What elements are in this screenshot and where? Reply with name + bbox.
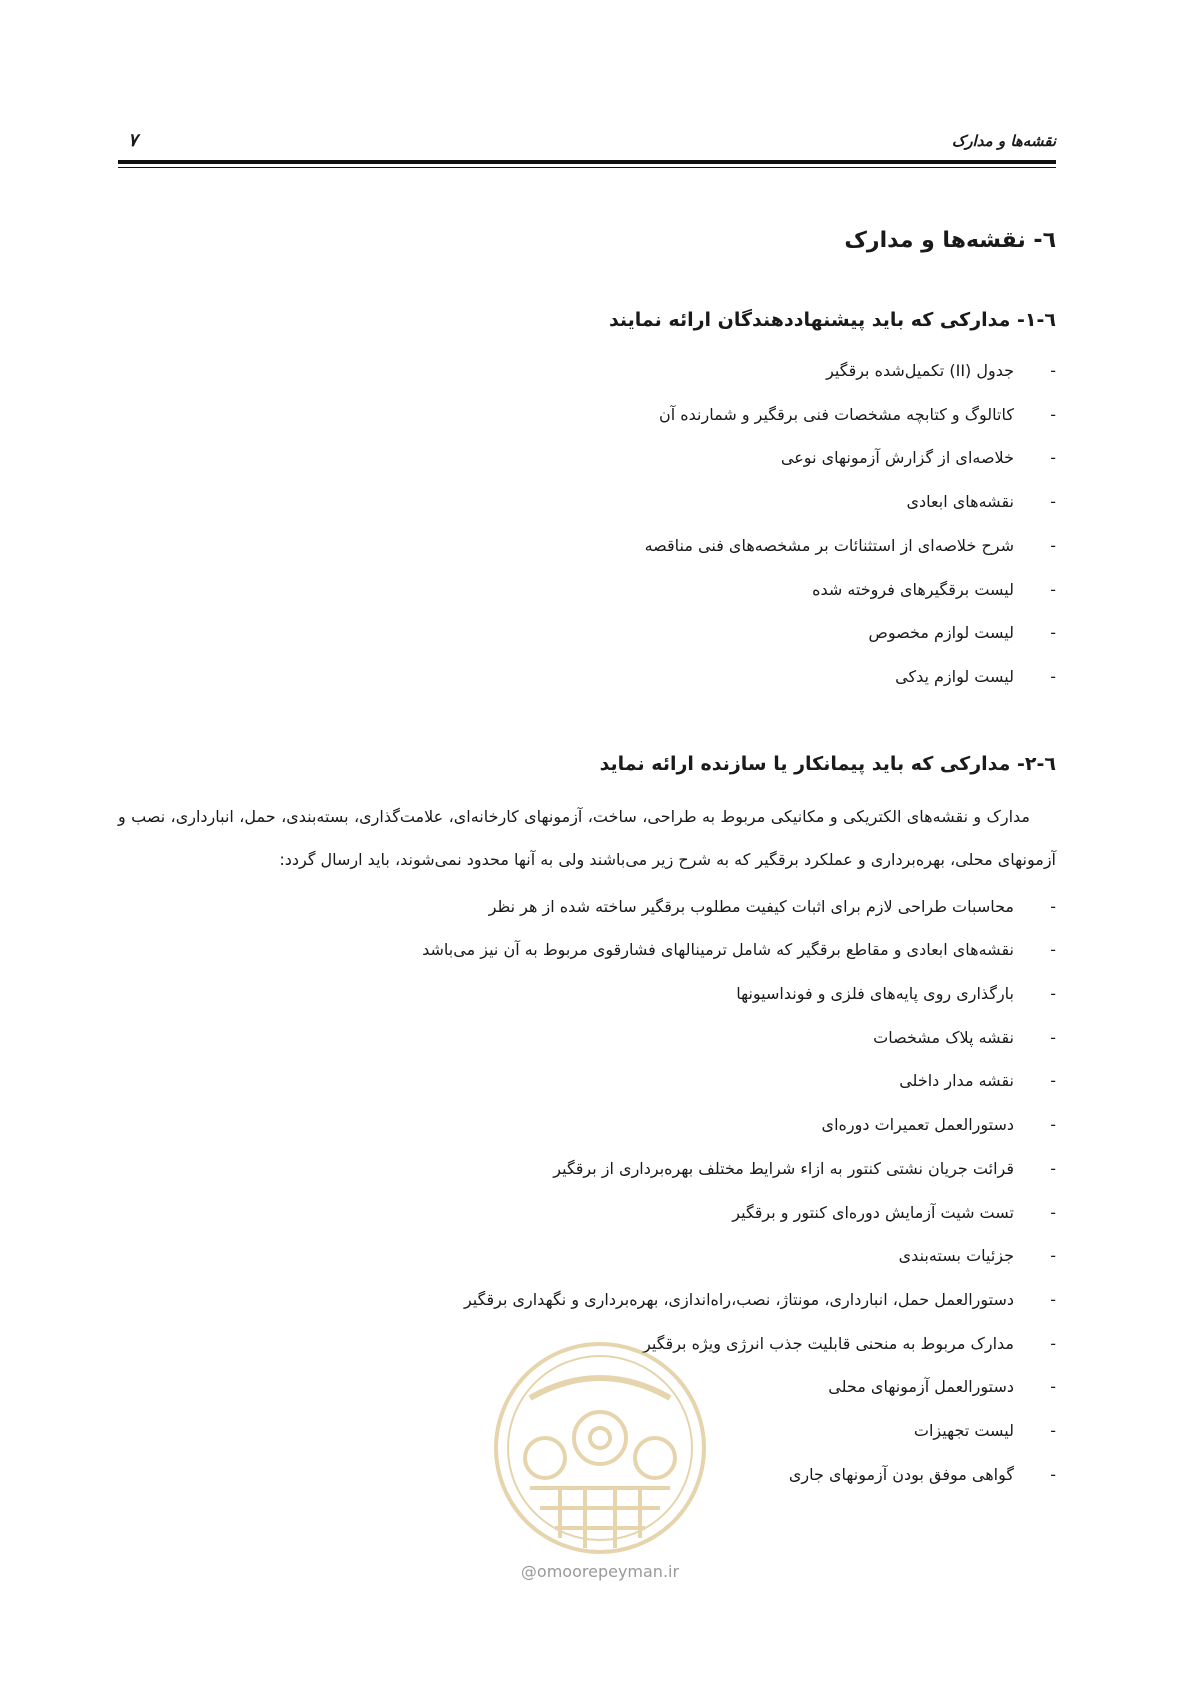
list-item-text: دستورالعمل آزمونهای محلی <box>828 1377 1014 1397</box>
section-title: ٦- نقشه‌ها و مدارک <box>844 228 1056 253</box>
list-dash: - <box>1050 940 1056 960</box>
list-item-text: نقشه مدار داخلی <box>899 1071 1014 1091</box>
list-item-text: جزئیات بسته‌بندی <box>898 1246 1014 1266</box>
list-dash: - <box>1050 492 1056 512</box>
list-dash: - <box>1050 579 1056 599</box>
list-item-text: لیست تجهیزات <box>913 1421 1014 1441</box>
list-item <box>118 1191 1056 1235</box>
list-dash: - <box>1050 984 1056 1004</box>
list-dash: - <box>1050 623 1056 643</box>
list-item-text: شرح خلاصه‌ای از استثنائات بر مشخصه‌های فنی مناقصه <box>644 535 1014 555</box>
list-dash: - <box>1050 404 1056 424</box>
list-dash: - <box>1050 448 1056 468</box>
list-item <box>118 393 1056 437</box>
list-item-text: دستورالعمل حمل، انبارداری، مونتاژ، نصب،راه‌اندازی، بهره‌برداری و نگهداری برقگیر <box>463 1289 1014 1309</box>
list-item <box>118 524 1056 568</box>
list-dash: - <box>1050 1158 1056 1178</box>
list-item <box>118 1278 1056 1322</box>
list-item <box>118 349 1056 393</box>
list-item <box>118 1234 1056 1278</box>
subsection-1-title: ٦-١- مدارکی که باید پیشنهاددهندگان ارائه نمایند <box>608 309 1056 331</box>
list-item-text: جدول (II) تکمیل‌شده برقگیر <box>826 361 1014 380</box>
list-dash: - <box>1050 1421 1056 1441</box>
list-item <box>118 611 1056 655</box>
list-item <box>118 655 1056 699</box>
list-item <box>118 436 1056 480</box>
page-header <box>118 128 1056 158</box>
list-item <box>118 1016 1056 1060</box>
list-item-text: قرائت جریان نشتی کنتور به ازاء شرایط مختلف بهره‌برداری از برقگیر <box>553 1158 1014 1178</box>
list-dash: - <box>1050 535 1056 555</box>
page-number: ۷ <box>128 130 138 151</box>
header-rule-thick <box>118 160 1056 164</box>
list-dash: - <box>1050 1289 1056 1309</box>
list-dash: - <box>1050 1202 1056 1222</box>
list-item-text: کاتالوگ و کتابچه مشخصات فنی برقگیر و شمارنده آن <box>658 404 1014 424</box>
subsection-2-title: ٦-٢- مدارکی که باید پیمانکار یا سازنده ارائه نماید <box>599 752 1056 775</box>
list-item <box>118 568 1056 612</box>
list-dash: - <box>1050 1115 1056 1135</box>
watermark-seal-icon <box>490 1338 710 1558</box>
watermark-url: @omoorepeyman.ir <box>520 1562 680 1581</box>
list-item-text: نقشه‌های ابعادی <box>906 492 1014 512</box>
list-item <box>118 1147 1056 1191</box>
list-item <box>118 480 1056 524</box>
list-dash: - <box>1050 1027 1056 1047</box>
list-item <box>118 1059 1056 1103</box>
list-item-text: تست شیت آزمایش دوره‌ای کنتور و برقگیر <box>732 1202 1014 1222</box>
list-dash: - <box>1050 1071 1056 1091</box>
list-item <box>118 972 1056 1016</box>
list-item-text: لیست برقگیرهای فروخته شده <box>812 579 1014 599</box>
subsection-1-list <box>118 349 1056 699</box>
running-title: نقشه‌ها و مدارک <box>951 132 1056 150</box>
page-content <box>118 205 1056 1496</box>
list-item-text: لیست لوازم مخصوص <box>868 623 1014 643</box>
list-item <box>118 928 1056 972</box>
list-item-text: نقشه‌های ابعادی و مقاطع برقگیر که شامل ترمینالهای فشارقوی مربوط به آن نیز می‌باشد <box>422 940 1014 960</box>
list-dash: - <box>1050 361 1056 380</box>
list-item-text: خلاصه‌ای از گزارش آزمونهای نوعی <box>780 448 1014 468</box>
list-item-text: نقشه پلاک مشخصات <box>873 1027 1014 1047</box>
list-item-text: محاسبات طراحی لازم برای اثبات کیفیت مطلوب برقگیر ساخته شده از هر نظر <box>488 896 1014 916</box>
subsection-2-paragraph: مدارک و نقشه‌های الکتریکی و مکانیکی مربوط به طراحی، ساخت، آزمونهای کارخانه‌ای، علامت‌گذاری، بسته‌بندی، حمل، انبارداری، نصب و آزمونهای محلی، بهره‌برداری و عملکرد برقگیر که به شرح زیر می‌باشند ولی به آنها محدود نمی‌شوند، باید ارسال گردد: <box>118 806 1056 869</box>
list-dash: - <box>1050 1333 1056 1353</box>
list-item-text: گواهی موفق بودن آزمونهای جاری <box>788 1464 1014 1484</box>
list-item <box>118 885 1056 929</box>
list-dash: - <box>1050 896 1056 916</box>
list-item-text: لیست لوازم یدکی <box>895 666 1014 686</box>
list-item <box>118 1103 1056 1147</box>
list-item-text: بارگذاری روی پایه‌های فلزی و فونداسیونها <box>736 984 1014 1004</box>
list-dash: - <box>1050 1464 1056 1484</box>
header-rule-thin <box>118 167 1056 168</box>
list-item-text: دستورالعمل تعمیرات دوره‌ای <box>821 1115 1014 1135</box>
list-dash: - <box>1050 666 1056 686</box>
list-item-text: مدارک مربوط به منحنی قابلیت جذب انرژی ویژه برقگیر <box>643 1333 1014 1353</box>
list-dash: - <box>1050 1377 1056 1397</box>
list-dash: - <box>1050 1246 1056 1266</box>
